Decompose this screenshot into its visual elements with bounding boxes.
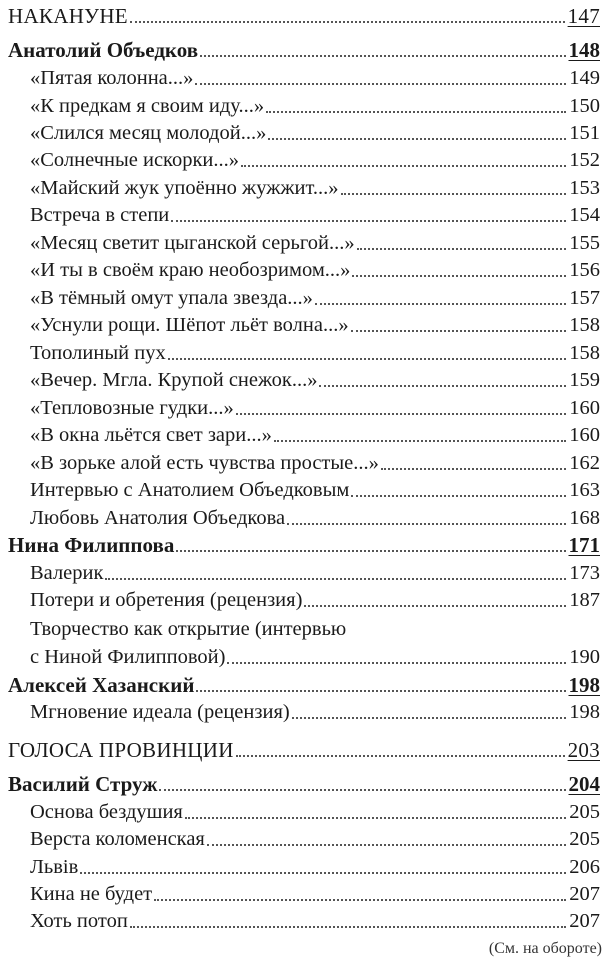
toc-entry-title: «Вечер. Мгла. Крупой снежок...» bbox=[30, 369, 318, 391]
toc-entry bbox=[0, 800, 608, 824]
toc-entry bbox=[0, 855, 608, 879]
toc-entry-title: «Майский жук упоённо жужжит...» bbox=[30, 177, 339, 199]
toc-page-number: 152 bbox=[569, 149, 600, 171]
toc-entry bbox=[0, 203, 608, 227]
leader-dots bbox=[168, 358, 567, 360]
toc-entry-title: «В зорьке алой есть чувства простые...» bbox=[30, 452, 379, 474]
toc-entry-title: Василий Струж bbox=[8, 772, 158, 796]
leader-dots bbox=[381, 468, 566, 470]
toc-entry-title: Валерик bbox=[30, 562, 104, 584]
toc-entry bbox=[0, 882, 608, 906]
toc-page-number: 148 bbox=[568, 38, 600, 62]
leader-dots bbox=[154, 899, 566, 901]
toc-entry bbox=[0, 645, 608, 669]
toc-entry bbox=[0, 121, 608, 145]
toc-entry-title: «Слился месяц молодой...» bbox=[30, 122, 267, 144]
toc-entry-title: Верста коломенская bbox=[30, 828, 205, 850]
toc-entry-title-continued: с Ниной Филипповой) bbox=[30, 646, 226, 668]
toc-entry-title: Нина Филиппова bbox=[8, 533, 175, 557]
leader-dots bbox=[304, 605, 566, 607]
toc-page-number: 150 bbox=[569, 95, 600, 117]
toc-section-heading bbox=[0, 4, 608, 28]
toc-page-number: 149 bbox=[569, 67, 600, 89]
leader-dots bbox=[341, 193, 567, 195]
toc-entry-title: ГОЛОСА ПРОВИНЦИИ bbox=[8, 738, 234, 762]
toc-entry bbox=[0, 176, 608, 200]
toc-entry bbox=[0, 341, 608, 365]
toc-entry bbox=[0, 561, 608, 585]
toc-entry-title: «Уснули рощи. Шёпот льёт волна...» bbox=[30, 314, 349, 336]
toc-page-number: 153 bbox=[569, 177, 600, 199]
toc-page-number: 155 bbox=[569, 232, 600, 254]
toc-entry bbox=[0, 506, 608, 530]
toc-author-heading bbox=[0, 533, 608, 557]
toc-page-number: 168 bbox=[569, 507, 600, 529]
toc-page-number: 160 bbox=[569, 424, 600, 446]
toc-entry-title: Творчество как открытие (интервью bbox=[30, 618, 347, 640]
leader-dots bbox=[241, 165, 566, 167]
toc-entry-title: Интервью с Анатолием Объедковым bbox=[30, 479, 350, 501]
toc-entry bbox=[0, 66, 608, 90]
toc-entry bbox=[0, 286, 608, 310]
toc-page-number: 204 bbox=[568, 772, 600, 796]
toc-section-heading bbox=[0, 738, 608, 762]
leader-dots bbox=[292, 717, 567, 719]
toc-page-number: 173 bbox=[569, 562, 600, 584]
toc-page-number: 147 bbox=[567, 4, 600, 28]
toc-entry bbox=[0, 94, 608, 118]
toc-entry-title: Хоть потоп bbox=[30, 910, 128, 932]
leader-dots bbox=[266, 111, 566, 113]
toc-entry bbox=[0, 148, 608, 172]
toc-page-number: 190 bbox=[569, 646, 600, 668]
toc-entry-title: НАКАНУНЕ bbox=[8, 4, 128, 28]
toc-entry-title: Основа бездушия bbox=[30, 801, 183, 823]
toc-entry-title: «Солнечные искорки...» bbox=[30, 149, 240, 171]
toc-page-number: 198 bbox=[569, 701, 600, 723]
leader-dots bbox=[207, 844, 566, 846]
toc-entry bbox=[0, 258, 608, 282]
leader-dots bbox=[236, 413, 567, 415]
leader-dots bbox=[196, 690, 565, 692]
toc-page-number: 198 bbox=[568, 673, 600, 697]
toc-entry-title: «Месяц светит цыганской серьгой...» bbox=[30, 232, 355, 254]
toc-page-number: 151 bbox=[569, 122, 600, 144]
toc-page-number: 163 bbox=[569, 479, 600, 501]
toc-entry-title: «Тепловозные гудки...» bbox=[30, 397, 234, 419]
toc-page-number: 171 bbox=[568, 533, 600, 557]
leader-dots bbox=[130, 21, 565, 23]
toc-page-number: 158 bbox=[569, 342, 600, 364]
leader-dots bbox=[357, 248, 567, 250]
toc-entry bbox=[0, 313, 608, 337]
toc-entry-title: Потери и обретения (рецензия) bbox=[30, 589, 303, 611]
toc-entry-title: «К предкам я своим иду...» bbox=[30, 95, 265, 117]
toc-page-number: 187 bbox=[569, 589, 600, 611]
toc-entry-title: Алексей Хазанский bbox=[8, 673, 195, 697]
leader-dots bbox=[351, 495, 566, 497]
toc-entry-title: Любовь Анатолия Объедкова bbox=[30, 507, 286, 529]
leader-dots bbox=[195, 83, 566, 85]
toc-entry bbox=[0, 909, 608, 933]
toc-page-number: 159 bbox=[569, 369, 600, 391]
toc-entry-title: Кина не будет bbox=[30, 883, 153, 905]
leader-dots bbox=[185, 817, 566, 819]
leader-dots bbox=[287, 523, 566, 525]
leader-dots bbox=[171, 220, 566, 222]
toc-page-number: 206 bbox=[569, 856, 600, 878]
leader-dots bbox=[130, 926, 566, 928]
toc-entry-title: «В тёмный омут упала звезда...» bbox=[30, 287, 313, 309]
toc-page-number: 158 bbox=[569, 314, 600, 336]
toc-page-number: 205 bbox=[569, 801, 600, 823]
toc-page-number: 205 bbox=[569, 828, 600, 850]
toc-author-heading bbox=[0, 673, 608, 697]
leader-dots bbox=[319, 385, 566, 387]
toc-page-number: 162 bbox=[569, 452, 600, 474]
leader-dots bbox=[200, 55, 565, 57]
leader-dots bbox=[351, 330, 567, 332]
toc-page-number: 207 bbox=[569, 883, 600, 905]
toc-page-number: 160 bbox=[569, 397, 600, 419]
toc-entry-title: «И ты в своём краю необозримом...» bbox=[30, 259, 351, 281]
toc-page-number: 156 bbox=[569, 259, 600, 281]
toc-entry-title: Тополиный пух bbox=[30, 342, 166, 364]
toc-entry bbox=[0, 423, 608, 447]
leader-dots bbox=[315, 303, 566, 305]
toc-entry bbox=[0, 396, 608, 420]
toc-page-number: 207 bbox=[569, 910, 600, 932]
leader-dots bbox=[268, 138, 566, 140]
leader-dots bbox=[274, 440, 566, 442]
continued-overleaf-note: (См. на обороте) bbox=[488, 940, 602, 957]
leader-dots bbox=[159, 789, 565, 791]
toc-author-heading bbox=[0, 38, 608, 62]
leader-dots bbox=[80, 872, 566, 874]
toc-entry-title: Мгновение идеала (рецензия) bbox=[30, 701, 290, 723]
toc-entry bbox=[0, 700, 608, 724]
toc-author-heading bbox=[0, 772, 608, 796]
toc-entry bbox=[0, 368, 608, 392]
leader-dots bbox=[227, 662, 566, 664]
toc-entry bbox=[0, 451, 608, 475]
toc-entry-title: Львiв bbox=[30, 856, 79, 878]
toc-entry bbox=[0, 478, 608, 502]
leader-dots bbox=[176, 550, 565, 552]
toc-page-number: 203 bbox=[567, 738, 600, 762]
toc-page-number: 157 bbox=[569, 287, 600, 309]
toc-entry-title: «Пятая колонна...» bbox=[30, 67, 194, 89]
toc-page-number: 154 bbox=[569, 204, 600, 226]
toc-entry bbox=[0, 827, 608, 851]
toc-entry bbox=[0, 231, 608, 255]
toc-entry-title: Анатолий Объедков bbox=[8, 38, 199, 62]
leader-dots bbox=[236, 755, 565, 757]
toc-entry bbox=[0, 588, 608, 612]
toc-entry-title: «В окна льётся свет зари...» bbox=[30, 424, 272, 446]
leader-dots bbox=[352, 275, 566, 277]
toc-entry-title: Встреча в степи bbox=[30, 204, 170, 226]
leader-dots bbox=[105, 578, 566, 580]
